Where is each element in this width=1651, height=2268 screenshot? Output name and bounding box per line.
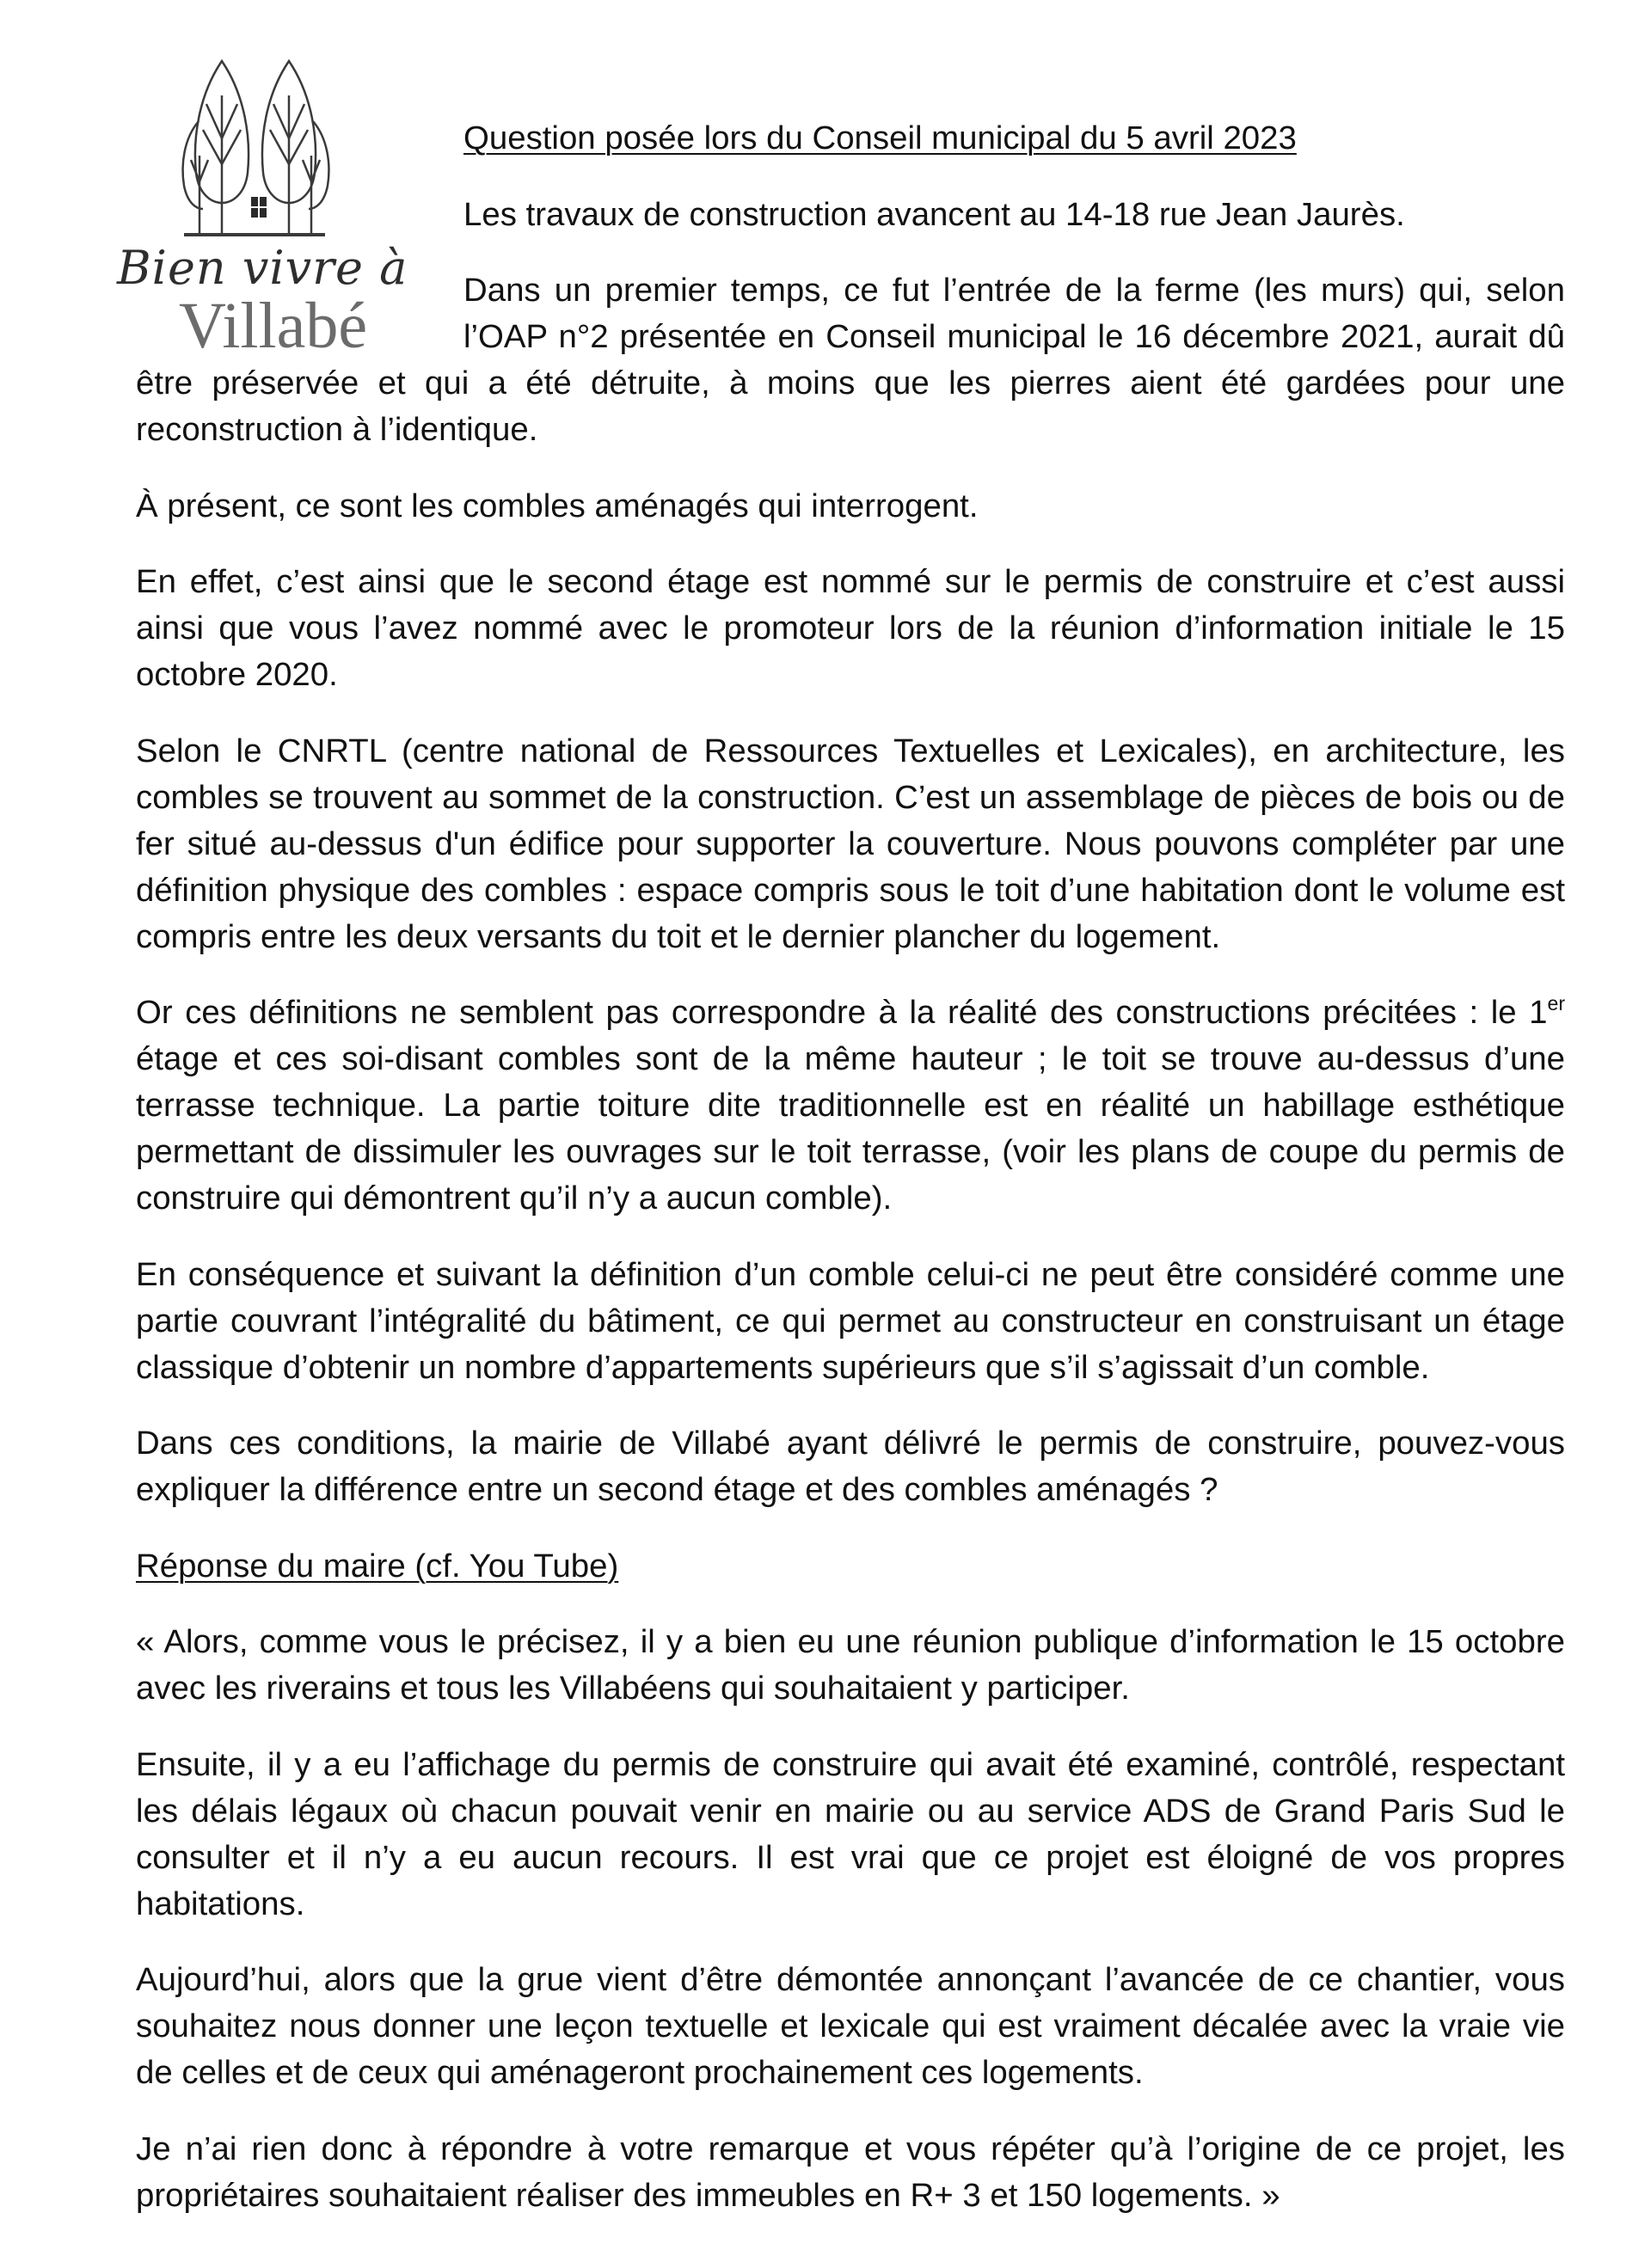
paragraph: Selon le CNRTL (centre national de Ressources Textuelles et Lexicales), en architecture, les combles se trouvent au sommet de la construction. C’est un assemblage de pièces de bois ou de fer situé au-dessus d'un édifice pour supporter la couverture. Nous pouvons compléter par une définition physique des combles : espace compris sous le toit d’une habitation dont le volume est compris entre les deux versants du toit et le dernier plancher du logement. <box>136 732 1565 955</box>
paragraph: Je n’ai rien donc à répondre à votre remarque et vous répéter qu’à l’origine de ce projet, les propriétaires souhaitaient réaliser des immeubles en R+ 3 et 150 logements. » <box>136 2130 1565 2214</box>
paragraph: À présent, ce sont les combles aménagés qui interrogent. <box>136 487 979 524</box>
paragraph: Dans un premier temps, ce fut l’entrée de la ferme (les murs) qui, selon l’OAP n°2 présentée en Conseil municipal le 16 décembre 2021, aurait dû être préservée et qui a été détruite, à moins que les pierres aient été gardées pour une reconstruction à l’identique. <box>136 272 1565 448</box>
text: Or ces définitions ne semblent pas correspondre à la réalité des constructions précitées : le 1 <box>136 994 1548 1031</box>
paragraph: Les travaux de construction avancent au 14-18 rue Jean Jaurès. <box>463 195 1405 233</box>
paragraph: En conséquence et suivant la définition d’un comble celui-ci ne peut être considéré comme une partie couvrant l’intégralité du bâtiment, ce qui permet au constructeur en construisant un étage classique d’obtenir un nombre d’appartements supérieurs que s’il s’agissait d’un comble. <box>136 1255 1565 1386</box>
logo <box>117 115 463 362</box>
logo-town-name: Villabé <box>179 290 368 362</box>
paragraph: En effet, c’est ainsi que le second étage est nommé sur le permis de construire et c’est aussi ainsi que vous l’avez nommé avec le promoteur lors de la réunion d’information initiale le 15 octobre 2020. <box>136 563 1565 693</box>
question-heading: Question posée lors du Conseil municipal du 5 avril 2023 <box>463 120 1297 156</box>
text: étage et ces soi-disant combles sont de la même hauteur ; le toit se trouve au-dessus d’une terrasse technique. La partie toiture dite traditionnelle est en réalité un habillage esthétique permettant de dissimuler les ouvrages sur le toit terrasse, (voir les plans de coupe du permis de construire qui démontrent qu’il n’y a aucun comble). <box>136 1040 1565 1217</box>
logo-script-text: Bien vivre à <box>117 241 408 295</box>
document-page <box>117 115 1565 2248</box>
superscript: er <box>1547 992 1565 1015</box>
paragraph: Ensuite, il y a eu l’affichage du permis de construire qui avait été examiné, contrôlé, respectant les délais légaux où chacun pouvait venir en mairie ou au service ADS de Grand Paris Sud le consulter et il n’y a eu aucun recours. Il est vrai que ce projet est éloigné de vos propres habitations. <box>136 1745 1565 1922</box>
paragraph: Aujourd’hui, alors que la grue vient d’être démontée annonçant l’avancée de ce chantier, vous souhaitez nous donner une leçon textuelle et lexicale qui est vraiment décalée avec la vraie vie de celles et de ceux qui aménageront prochainement ces logements. <box>136 1961 1565 2091</box>
paragraph <box>136 990 1565 1222</box>
paragraph: Dans ces conditions, la mairie de Villabé ayant délivré le permis de construire, pouvez-vous expliquer la différence entre un second étage et des combles aménagés ? <box>136 1425 1565 1508</box>
answer-heading: Réponse du maire (cf. You Tube) <box>136 1547 619 1585</box>
paragraph: « Alors, comme vous le précisez, il y a bien eu une réunion publique d’information le 15 octobre avec les riverains et tous les Villabéens qui souhaitaient y participer. <box>136 1623 1565 1707</box>
